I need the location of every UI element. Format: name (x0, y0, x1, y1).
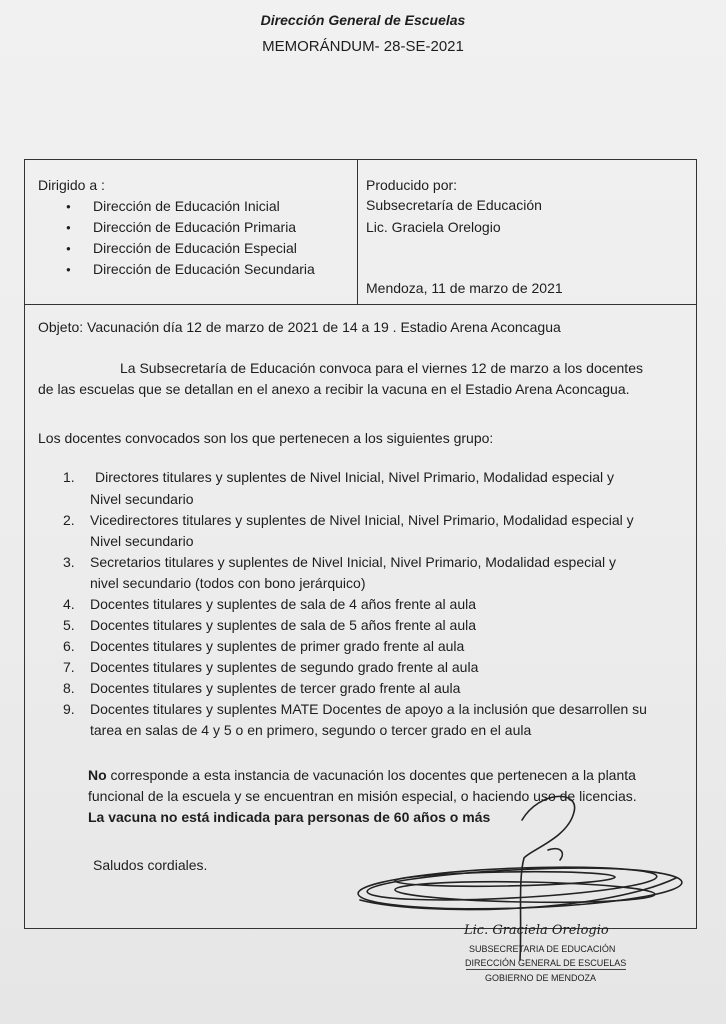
signature-name: Lic. Graciela Orelogio (464, 923, 609, 938)
produced-org: Subsecretaría de Educación (366, 197, 542, 213)
stamp-line: GOBIERNO DE MENDOZA (485, 973, 597, 983)
list-item: Docentes titulares y suplentes de tercer grado frente al aula (90, 680, 461, 696)
paragraph-1-line-1: La Subsecretaría de Educación convoca para el viernes 12 de marzo a los docentes (120, 360, 643, 376)
list-number: 3. (63, 554, 75, 570)
list-number: 5. (63, 617, 75, 633)
stamp-underline (466, 969, 626, 970)
list-item: Directores titulares y suplentes de Nivel Inicial, Nivel Primario, Modalidad especial y (95, 469, 614, 485)
list-item-continuation: Nivel secundario (90, 491, 194, 507)
stamp-line: SUBSECRETARIA DE EDUCACIÓN (469, 944, 616, 954)
list-number: 8. (63, 680, 75, 696)
list-item: Docentes titulares y suplentes de primer grado frente al aula (90, 638, 465, 654)
addressed-item: ● Dirección de Educación Primaria (93, 219, 296, 235)
memo-number: MEMORÁNDUM- 28-SE-2021 (262, 38, 464, 55)
addressed-item: ● Dirección de Educación Especial (93, 240, 297, 256)
addressed-label: Dirigido a : (38, 177, 105, 193)
list-item: Docentes titulares y suplentes de sala de 5 años frente al aula (90, 617, 477, 633)
produced-person: Lic. Graciela Orelogio (366, 219, 501, 235)
list-number: 4. (63, 596, 75, 612)
list-item-continuation: Nivel secundario (90, 533, 194, 549)
paragraph-2: Los docentes convocados son los que pertenecen a los siguientes grupo: (38, 430, 494, 446)
addressed-item: ● Dirección de Educación Inicial (93, 198, 280, 214)
exclusion-no: No (88, 767, 107, 783)
list-number: 9. (63, 701, 75, 717)
produced-label: Producido por: (366, 177, 458, 193)
list-item: Vicedirectores titulares y suplentes de Nivel Inicial, Nivel Primario, Modalidad especial y (90, 512, 634, 528)
stamp-line: DIRECCIÓN GENERAL DE ESCUELAS (465, 958, 627, 968)
addressed-item: ● Dirección de Educación Secundaria (93, 261, 315, 277)
list-item-continuation: nivel secundario (todos con bono jerárquico) (90, 575, 366, 591)
list-item: Secretarios titulares y suplentes de Nivel Inicial, Nivel Primario, Modalidad especial y (90, 554, 617, 570)
list-item-continuation: tarea en salas de 4 y 5 o en primero, segundo o tercer grado en el aula (90, 722, 532, 738)
list-number: 1. (63, 469, 75, 485)
document-header-title: Dirección General de Escuelas (260, 12, 466, 28)
list-item: Docentes titulares y suplentes de sala de 4 años frente al aula (90, 596, 477, 612)
list-item: Docentes titulares y suplentes de segundo grado frente al aula (90, 659, 479, 675)
exclusion-line-2: funcional de la escuela y se encuentran en misión especial, o haciendo uso de licencias. (88, 788, 637, 804)
subject-line: Objeto: Vacunación día 12 de marzo de 2021 de 14 a 19 . Estadio Arena Aconcagua (38, 319, 561, 335)
place-date: Mendoza, 11 de marzo de 2021 (366, 280, 563, 296)
list-item: Docentes titulares y suplentes MATE Docentes de apoyo a la inclusión que desarrollen su (90, 701, 647, 717)
closing-greeting: Saludos cordiales. (93, 857, 208, 873)
list-number: 2. (63, 512, 75, 528)
list-number: 6. (63, 638, 75, 654)
paragraph-1-line-2: de las escuelas que se detallan en el anexo a recibir la vacuna en el Estadio Arena Aconcagua. (38, 381, 630, 397)
exclusion-text: corresponde a esta instancia de vacunación los docentes que pertenecen a la planta (106, 767, 636, 783)
list-number: 7. (63, 659, 75, 675)
age-warning: La vacuna no está indicada para personas de 60 años o más (88, 809, 491, 825)
